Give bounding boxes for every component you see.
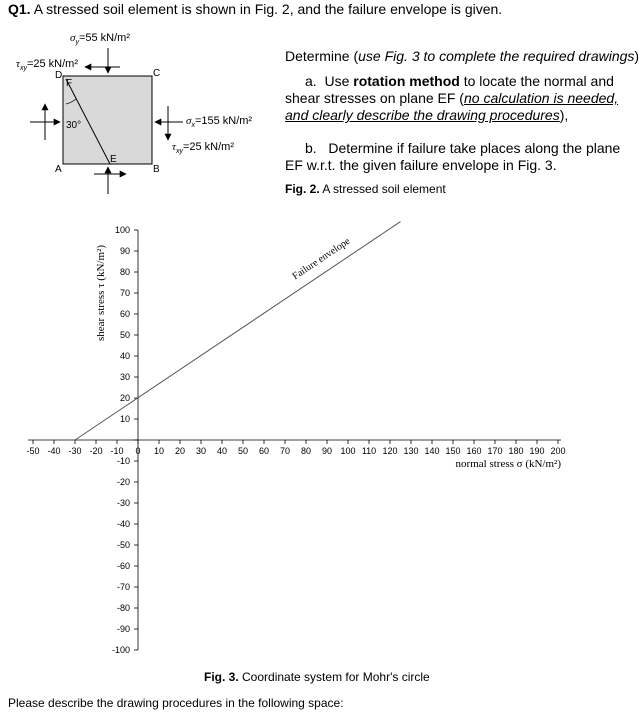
x-tick-label: 0 xyxy=(135,446,141,456)
corner-b-label: B xyxy=(153,164,160,175)
x-ticks-group xyxy=(26,440,565,456)
point-f-label: F xyxy=(66,78,73,89)
y-tick-label: -70 xyxy=(116,582,130,592)
part-b-line2: EF w.r.t. the given failure envelope in Fig. 3. xyxy=(285,157,557,173)
footer-instruction: Please describe the drawing procedures in the following space: xyxy=(8,696,344,710)
x-tick-label: -50 xyxy=(26,446,40,456)
y-tick-label: 10 xyxy=(119,414,130,424)
part-a-line3: and clearly describe the drawing procedures), xyxy=(285,107,569,123)
x-tick-label: 160 xyxy=(466,446,482,456)
tau-xy-right-label: $\tau_{xy}=25$ kN/m² xyxy=(172,141,234,155)
x-axis-label: normal stress σ (kN/m²) xyxy=(455,458,561,470)
x-tick-label: 120 xyxy=(382,446,398,456)
corner-c-label: C xyxy=(153,68,161,79)
y-tick-label: -60 xyxy=(116,561,130,571)
part-a-line2: shear stresses on plane EF (no calculation is needed, xyxy=(285,90,619,106)
x-tick-label: 140 xyxy=(424,446,440,456)
part-b-line1: b. Determine if failure take places along the plane xyxy=(305,140,621,156)
y-axis-label: shear stress τ (kN/m²) xyxy=(95,244,107,342)
y-tick-label: -40 xyxy=(116,519,130,529)
x-tick-label: 180 xyxy=(508,446,524,456)
x-tick-label: 30 xyxy=(195,446,207,456)
x-tick-label: -30 xyxy=(68,446,82,456)
y-tick-label: -10 xyxy=(116,456,130,466)
y-tick-label: -90 xyxy=(116,624,130,634)
x-tick-label: -40 xyxy=(47,446,61,456)
part-a-line1: a. Use rotation method to locate the normal and xyxy=(305,73,614,89)
x-tick-label: 200 xyxy=(550,446,566,456)
y-tick-label: 30 xyxy=(119,372,130,382)
mohr-circle-coordinate-chart xyxy=(0,215,638,670)
fig2-caption: Fig. 2. A stressed soil element xyxy=(285,182,446,196)
x-tick-label: 170 xyxy=(487,446,503,456)
x-tick-label: 100 xyxy=(340,446,356,456)
x-tick-label: 110 xyxy=(361,446,377,456)
question-number: Q1. xyxy=(8,1,31,17)
y-tick-label: -50 xyxy=(116,540,130,550)
fig3-caption: Fig. 3. Coordinate system for Mohr's circle xyxy=(204,670,430,684)
x-tick-label: 90 xyxy=(321,446,333,456)
y-tick-label: 100 xyxy=(114,225,130,235)
y-tick-label: 20 xyxy=(119,393,130,403)
question-title xyxy=(8,1,502,17)
x-tick-label: 20 xyxy=(174,446,186,456)
y-tick-label: -100 xyxy=(111,645,130,655)
x-tick-label: 130 xyxy=(403,446,419,456)
corner-d-label: D xyxy=(55,70,63,81)
tau-xy-top-label: $\tau_{xy}=25$ kN/m² xyxy=(16,58,78,72)
y-tick-label: 40 xyxy=(119,351,130,361)
y-tick-label: -30 xyxy=(116,498,130,508)
x-tick-label: 50 xyxy=(237,446,249,456)
angle-label: 30° xyxy=(66,120,82,131)
corner-a-label: A xyxy=(55,164,62,175)
point-e-label: E xyxy=(110,154,117,165)
x-tick-label: 80 xyxy=(300,446,312,456)
y-tick-label: 70 xyxy=(119,288,130,298)
y-tick-label: 50 xyxy=(119,330,130,340)
x-tick-label: -10 xyxy=(110,446,124,456)
y-tick-label: 90 xyxy=(119,246,130,256)
y-tick-label: 80 xyxy=(119,267,130,277)
sigma-y-label: $\sigma_y=55$ kN/m² xyxy=(70,32,130,46)
y-tick-label: -20 xyxy=(116,477,130,487)
determine-line: Determine (use Fig. 3 to complete the required drawings) xyxy=(285,48,639,64)
x-tick-label: 190 xyxy=(529,446,545,456)
sigma-x-label: $\sigma_x=155$ kN/m² xyxy=(186,115,253,129)
x-tick-label: 70 xyxy=(279,446,291,456)
x-tick-label: 40 xyxy=(216,446,228,456)
stressed-soil-element-figure xyxy=(0,18,285,198)
question-text: A stressed soil element is shown in Fig. 2, and the failure envelope is given. xyxy=(33,1,503,17)
y-tick-label: 60 xyxy=(119,309,130,319)
x-tick-label: 10 xyxy=(153,446,165,456)
x-tick-label: 150 xyxy=(445,446,461,456)
y-tick-label: -80 xyxy=(116,603,130,613)
x-tick-label: -20 xyxy=(89,446,103,456)
failure-envelope-label: Failure envelope xyxy=(290,235,353,283)
x-tick-label: 60 xyxy=(258,446,270,456)
